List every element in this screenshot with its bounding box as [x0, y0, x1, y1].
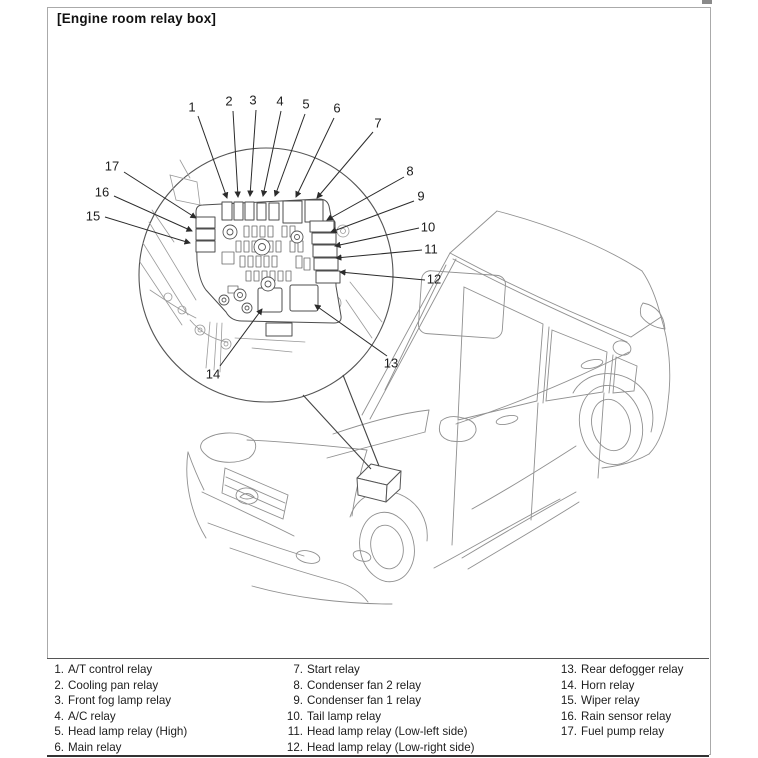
- car-cowl: [425, 410, 429, 432]
- legend-item: 8. Condenser fan 2 relay: [293, 678, 422, 692]
- legend-item: 16. Rain sensor relay: [560, 709, 672, 723]
- car-hood-line-1: [333, 410, 429, 434]
- legend-item: 4. A/C relay: [54, 709, 116, 723]
- car-front-wheel-rim: [367, 522, 407, 572]
- car-front-wheel: [353, 507, 420, 587]
- car-d-pillar: [642, 271, 661, 317]
- car-windshield-header: [450, 211, 497, 253]
- car-rear-wheel-arch: [573, 374, 653, 432]
- car-bumper-bottom: [252, 586, 392, 604]
- callout-16: 16: [94, 184, 110, 200]
- car-rear-edge: [661, 317, 670, 402]
- car-front-corner: [187, 452, 206, 538]
- car-rear-window: [546, 330, 607, 401]
- car-fender-left-edge: [188, 452, 204, 490]
- legend-column-2: [281, 662, 475, 756]
- car-bumper-arch-join: [338, 582, 368, 602]
- callout-10: 10: [420, 219, 436, 235]
- legend-item: 12. Head lamp relay (Low-right side): [286, 740, 475, 754]
- callout-13: 13: [383, 355, 399, 371]
- legend-item: 14. Horn relay: [560, 678, 635, 692]
- legend-item: 6. Main relay: [54, 740, 122, 754]
- car-fuel-door: [611, 339, 632, 357]
- legend-column-1: [50, 662, 187, 756]
- legend-item: 7. Start relay: [293, 663, 360, 676]
- legend-item: 3. Front fog lamp relay: [54, 694, 172, 708]
- legend-item: 15. Wiper relay: [560, 694, 640, 708]
- car-grille: [222, 468, 288, 519]
- car-b-pillar: [543, 327, 549, 403]
- car-door-handle-rear: [580, 358, 603, 370]
- car-headlight: [201, 433, 256, 462]
- legend-item: 13. Rear defogger relay: [560, 663, 684, 676]
- legend-item: 11. Head lamp relay (Low-left side): [287, 725, 468, 739]
- car-rocker-1: [462, 492, 576, 558]
- car-rear-wheel-rim: [586, 395, 635, 455]
- legend-item: 9. Condenser fan 1 relay: [293, 694, 422, 708]
- page-title: [Engine room relay box]: [57, 11, 217, 26]
- legend-item: 5. Head lamp relay (High): [54, 725, 188, 739]
- callout-15: 15: [85, 208, 101, 224]
- callout-1: 1: [188, 99, 196, 115]
- car-door-cut-rear: [598, 393, 604, 478]
- car-bumper-mid: [208, 523, 304, 556]
- callout-11: 11: [424, 241, 438, 257]
- car-front-window: [458, 287, 543, 420]
- callout-4: 4: [276, 93, 284, 109]
- callout-17: 17: [104, 158, 120, 174]
- car-quarter-window: [613, 357, 637, 393]
- callout-12: 12: [426, 271, 442, 287]
- callout-7: 7: [374, 115, 382, 131]
- legend-item: 1. A/T control relay: [54, 663, 153, 676]
- callout-6: 6: [333, 100, 341, 116]
- legend-item: 2. Cooling pan relay: [54, 678, 159, 692]
- callout-9: 9: [417, 188, 425, 204]
- callout-3: 3: [249, 92, 257, 108]
- car-door-cut-front: [531, 403, 538, 520]
- car-door-front-edge: [452, 422, 458, 545]
- car-rear-lower: [602, 454, 649, 468]
- car-sill-rear: [472, 446, 576, 509]
- car-tail-lamp: [640, 303, 665, 329]
- relay-box-location: [357, 464, 401, 502]
- car-fog-lamp: [295, 549, 321, 566]
- car-brand-logo: [235, 487, 259, 506]
- car-roofline-near: [450, 253, 631, 337]
- callout-14: 14: [205, 366, 221, 382]
- callout-8: 8: [406, 163, 414, 179]
- car-hood-line-2: [327, 432, 425, 458]
- car-roof-rail: [453, 259, 627, 342]
- car-door-handle-front: [495, 414, 518, 426]
- car-tow-cover: [352, 549, 372, 563]
- legend-column-3: [553, 662, 683, 740]
- car-rocker-2: [468, 502, 579, 569]
- legend-item: 10. Tail lamp relay: [286, 709, 382, 723]
- legend-item: 17. Fuel pump relay: [560, 725, 665, 739]
- callout-2: 2: [225, 93, 233, 109]
- callout-5: 5: [302, 96, 310, 112]
- car-rear-wheel: [571, 379, 651, 472]
- car-roofline-far: [497, 211, 642, 271]
- car-bumper-lower: [230, 548, 338, 582]
